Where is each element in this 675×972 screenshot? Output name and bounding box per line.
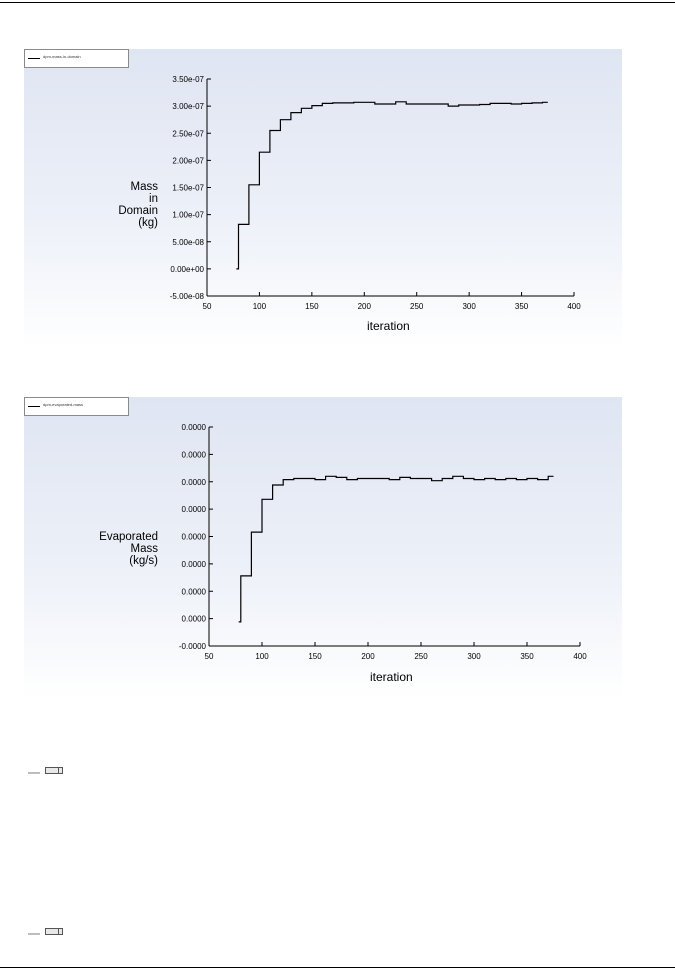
x-tick-label: 100 xyxy=(255,652,269,661)
x-tick-label: 300 xyxy=(462,302,476,311)
y-axis-label-line: in xyxy=(149,193,158,205)
y-axis-label-line: (kg) xyxy=(138,217,158,229)
y-tick-label: 0.0000 xyxy=(181,423,206,432)
y-tick-label: 0.0000 xyxy=(181,559,206,569)
mini-widget xyxy=(28,767,68,777)
y-tick-label: 2.00e-07 xyxy=(172,156,204,166)
y-tick-label: 0.0000 xyxy=(181,614,206,624)
x-tick-label: 150 xyxy=(308,652,322,661)
series-line xyxy=(236,102,547,269)
x-tick-label: 200 xyxy=(357,302,371,311)
x-tick-label: 200 xyxy=(361,652,375,661)
bottom-rule xyxy=(0,967,675,968)
x-tick-label: 150 xyxy=(305,302,319,311)
mini-widget-label: xxxxxx xyxy=(28,931,40,936)
legend-label: dpm-evaporated-mass xyxy=(43,402,84,407)
x-tick-label: 300 xyxy=(467,652,481,661)
y-tick-label: 2.50e-07 xyxy=(172,129,204,139)
x-axis-label: iteration xyxy=(367,319,410,333)
x-tick-label: 250 xyxy=(410,302,424,311)
x-tick-label: 100 xyxy=(252,302,267,311)
y-axis-label-line: Mass xyxy=(130,181,158,193)
x-tick-label: 250 xyxy=(414,652,428,661)
mini-widget-label: xxxxxx xyxy=(28,770,40,775)
y-tick-label: -0.0000 xyxy=(178,642,206,651)
y-tick-label: 0.0000 xyxy=(181,450,206,460)
chart-panel-evaporated-mass xyxy=(24,397,622,699)
y-tick-label: 0.0000 xyxy=(181,587,206,597)
x-tick-label: 50 xyxy=(204,652,214,661)
y-axis-label-mass-in-domain xyxy=(118,181,158,229)
x-axis-label: iteration xyxy=(370,670,413,684)
x-tick-label: 350 xyxy=(514,302,529,311)
chart-panel-mass-in-domain xyxy=(24,49,622,349)
x-tick-label: 50 xyxy=(202,302,212,311)
y-axis-label-evaporated-mass xyxy=(99,531,158,567)
mini-widget-box xyxy=(45,928,63,935)
y-tick-label: 0.0000 xyxy=(181,532,206,542)
y-tick-label: 0.0000 xyxy=(181,505,206,515)
y-axis-label-line: Domain xyxy=(118,205,158,217)
y-axis-label-line: Evaporated xyxy=(99,531,158,543)
x-tick-label: 400 xyxy=(567,302,581,311)
x-tick-label: 400 xyxy=(573,652,587,661)
y-tick-label: 0.0000 xyxy=(181,477,206,487)
x-tick-label: 350 xyxy=(520,652,534,661)
y-tick-label: 3.50e-07 xyxy=(172,75,204,84)
y-tick-label: 1.00e-07 xyxy=(172,210,204,220)
top-rule xyxy=(0,2,675,3)
mini-widget-box xyxy=(45,767,63,774)
legend-label: dpm-mass-in-domain xyxy=(43,54,81,59)
mini-widget xyxy=(28,928,68,938)
y-tick-label: -5.00e-08 xyxy=(169,292,204,301)
y-axis-label-line: Mass xyxy=(130,543,158,555)
y-tick-label: 1.50e-07 xyxy=(172,183,204,193)
plot-area-mass-in-domain xyxy=(24,49,622,349)
series-line xyxy=(239,476,554,622)
y-tick-label: 3.00e-07 xyxy=(172,102,204,112)
y-tick-label: 5.00e-08 xyxy=(172,237,204,247)
y-axis-label-line: (kg/s) xyxy=(129,555,158,567)
y-tick-label: 0.00e+00 xyxy=(170,264,204,274)
